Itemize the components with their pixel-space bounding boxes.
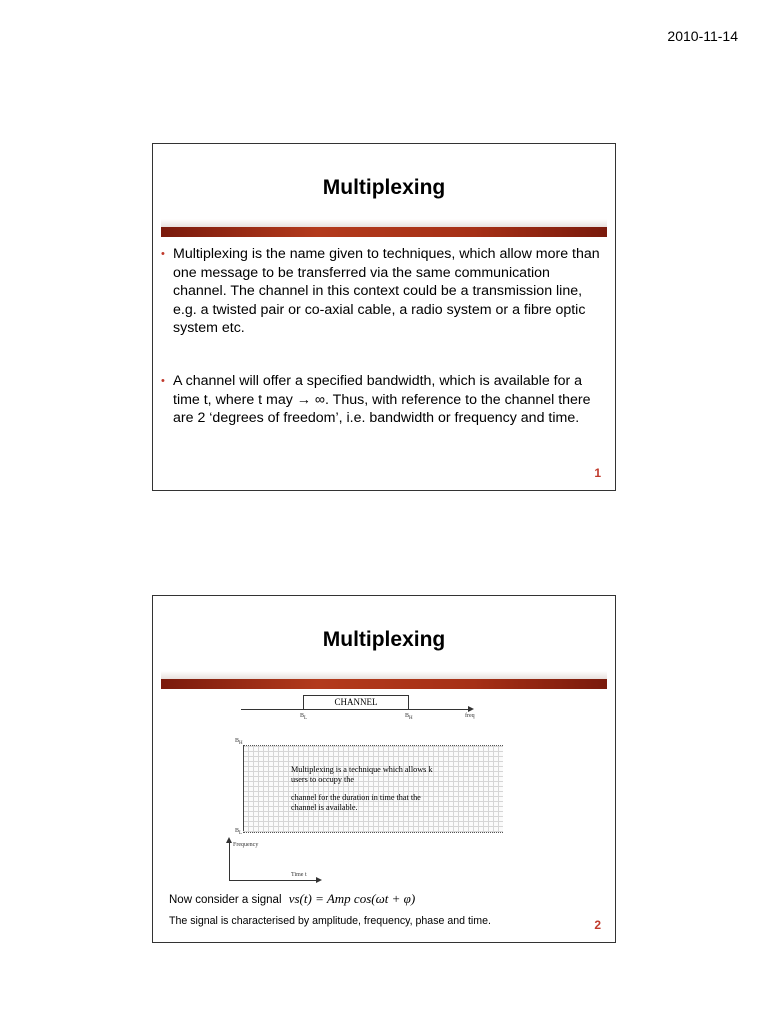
- grid-bottom-label-text: B: [235, 828, 240, 834]
- time-axis-label: Time t: [291, 872, 307, 878]
- time-frequency-grid: [243, 745, 503, 833]
- grid-description-line-1: Multiplexing is a technique which allows k users to occupy the: [291, 765, 433, 784]
- bl-label: B: [300, 713, 305, 719]
- bullet-text: Multiplexing is the name given to techniques, which allow more than one message to be transferred via the same communication channel. The channel in this context could be a transmission line, e.g. a twisted pair or co-axial cable, a radio system or a fibre optic system etc.: [173, 246, 600, 337]
- frequency-axis-label: Frequency: [233, 842, 259, 848]
- time-x-axis: [229, 880, 317, 881]
- signal-text: Now consider a signal: [169, 894, 282, 906]
- bh-subscript: H: [409, 716, 413, 722]
- slide-number: 2: [594, 918, 601, 932]
- bh-axis-label: [405, 713, 413, 721]
- slide-1: [152, 143, 616, 491]
- bullet-text: A channel will offer a specified bandwidth, which is available for a time t, where t may → ∞. Thus, with reference to the channel there are 2 ‘degrees of freedom’, i.e. bandwidth or frequency and time.: [173, 373, 591, 427]
- grid-description-line-2: channel for the duration in time that the channel is available.: [291, 793, 421, 812]
- bh-label: B: [405, 713, 410, 719]
- bullet-dot-icon: •: [161, 248, 165, 260]
- signal-formula: vs(t) = Amp cos(ωt + φ): [288, 891, 416, 906]
- grid-top-label-text: B: [235, 738, 240, 744]
- frequency-axis: [241, 709, 469, 710]
- slide-2: [152, 595, 616, 943]
- slide-title: Multiplexing: [322, 176, 446, 199]
- freq-axis-label: freq: [465, 713, 475, 719]
- slide-title: Multiplexing: [322, 628, 446, 651]
- bullet-point: [161, 245, 605, 338]
- grid-bottom-subscript: L: [239, 831, 243, 837]
- grid-top-label: [235, 738, 243, 746]
- title-underline-bar: [161, 227, 607, 237]
- grid-left-edge: [243, 745, 244, 831]
- characterised-text: The signal is characterised by amplitude, frequency, phase and time.: [169, 915, 491, 927]
- bullet-point: [161, 372, 605, 428]
- channel-box: CHANNEL: [303, 695, 409, 709]
- grid-top-subscript: H: [239, 741, 243, 747]
- frequency-y-axis: [229, 842, 230, 880]
- slide-number: 1: [594, 466, 601, 480]
- signal-line: [169, 891, 415, 907]
- bullet-dot-icon: •: [161, 375, 165, 387]
- page-date: 2010-11-14: [667, 28, 738, 44]
- bl-subscript: L: [304, 716, 308, 722]
- bl-axis-label: [300, 713, 307, 721]
- grid-bottom-label: [235, 828, 242, 836]
